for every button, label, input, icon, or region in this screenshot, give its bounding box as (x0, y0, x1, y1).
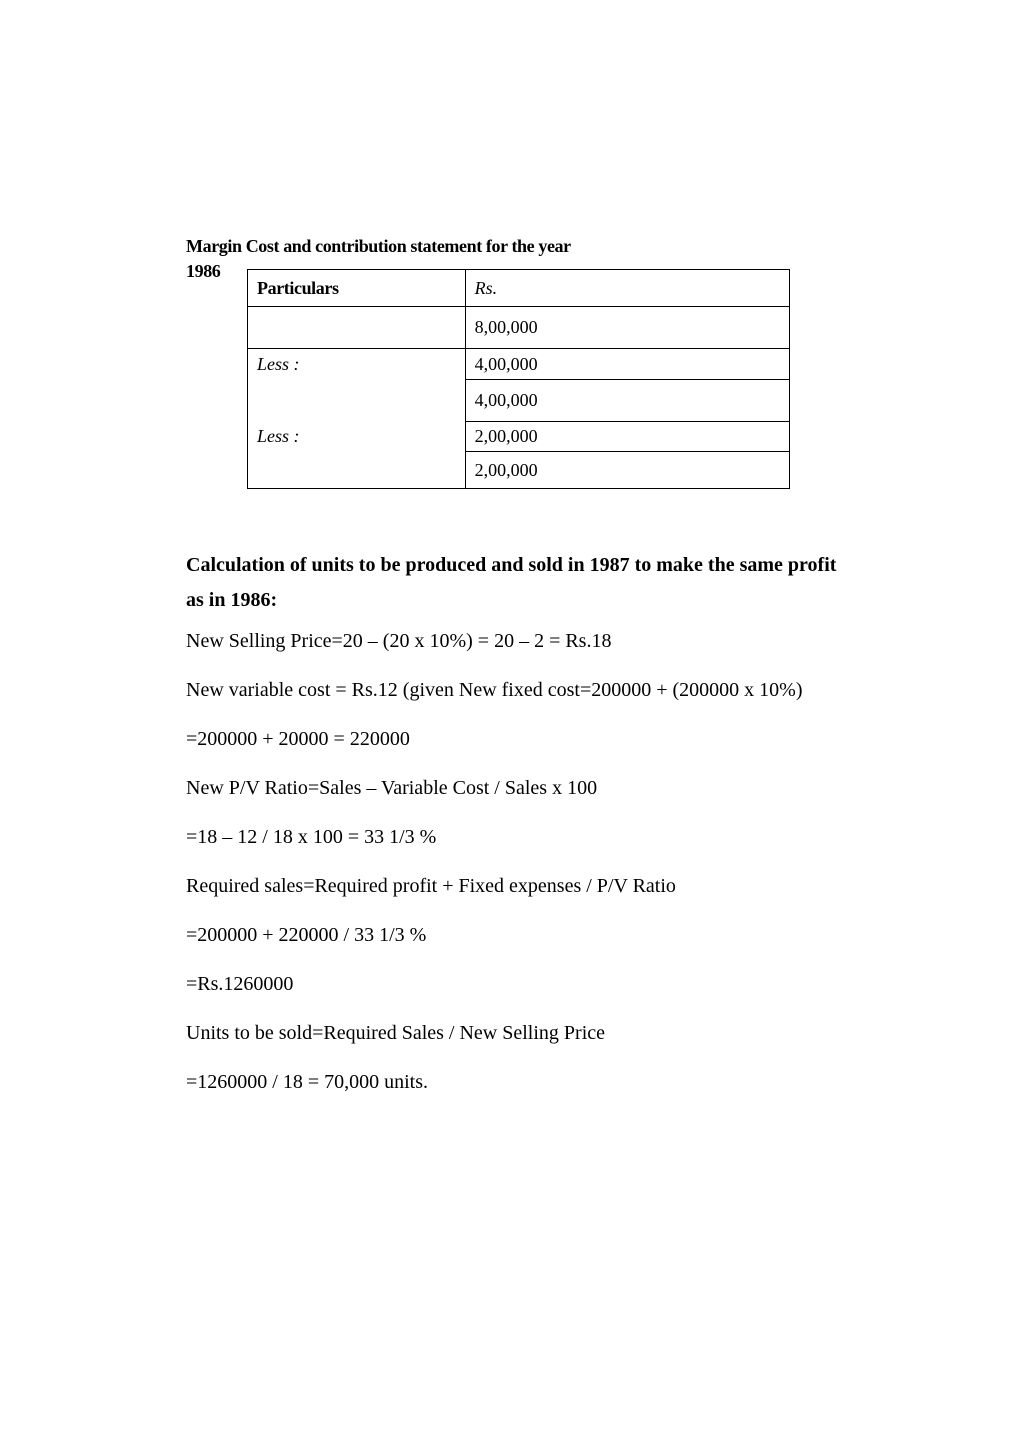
amount-cell: 2,00,000 (465, 422, 789, 452)
table-row (248, 307, 790, 349)
calculation-line: New variable cost = Rs.12 (given New fixed cost=200000 + (200000 x 10%) (186, 679, 803, 701)
calculation-section (186, 548, 846, 1119)
particulars-cell (248, 307, 466, 349)
particulars-cell: Less : (248, 349, 466, 380)
table-row (248, 380, 790, 422)
particulars-cell: Less : (248, 422, 466, 452)
table-header-row (248, 270, 790, 307)
calculation-line: =200000 + 220000 / 33 1/3 % (186, 924, 427, 946)
calculation-line: =18 – 12 / 18 x 100 = 33 1/3 % (186, 826, 437, 848)
calculation-line: New Selling Price=20 – (20 x 10%) = 20 – 2 = Rs.18 (186, 630, 612, 652)
amount-cell: 2,00,000 (465, 452, 789, 489)
amount-cell: 4,00,000 (465, 349, 789, 380)
statement-title-line1: Margin Cost and contribution statement for the year (186, 236, 571, 256)
header-particulars: Particulars (248, 270, 466, 307)
calculation-line: =Rs.1260000 (186, 973, 294, 995)
calculation-line: =200000 + 20000 = 220000 (186, 728, 410, 750)
table-row (248, 422, 790, 452)
calculation-heading: Calculation of units to be produced and sold in 1987 to make the same profit as in 1986: (186, 554, 837, 611)
table-row (248, 452, 790, 489)
particulars-cell (248, 380, 466, 422)
calculation-line: Required sales=Required profit + Fixed expenses / P/V Ratio (186, 875, 676, 897)
calculation-line: Units to be sold=Required Sales / New Selling Price (186, 1022, 606, 1044)
table-row (248, 349, 790, 380)
header-rs: Rs. (465, 270, 789, 307)
particulars-cell (248, 452, 466, 489)
statement-title-line2: 1986 (186, 261, 221, 281)
calculation-line: New P/V Ratio=Sales – Variable Cost / Sales x 100 (186, 777, 598, 799)
contribution-statement-table (247, 269, 790, 489)
calculation-line: =1260000 / 18 = 70,000 units. (186, 1071, 429, 1093)
amount-cell: 8,00,000 (465, 307, 789, 349)
amount-cell: 4,00,000 (465, 380, 789, 422)
